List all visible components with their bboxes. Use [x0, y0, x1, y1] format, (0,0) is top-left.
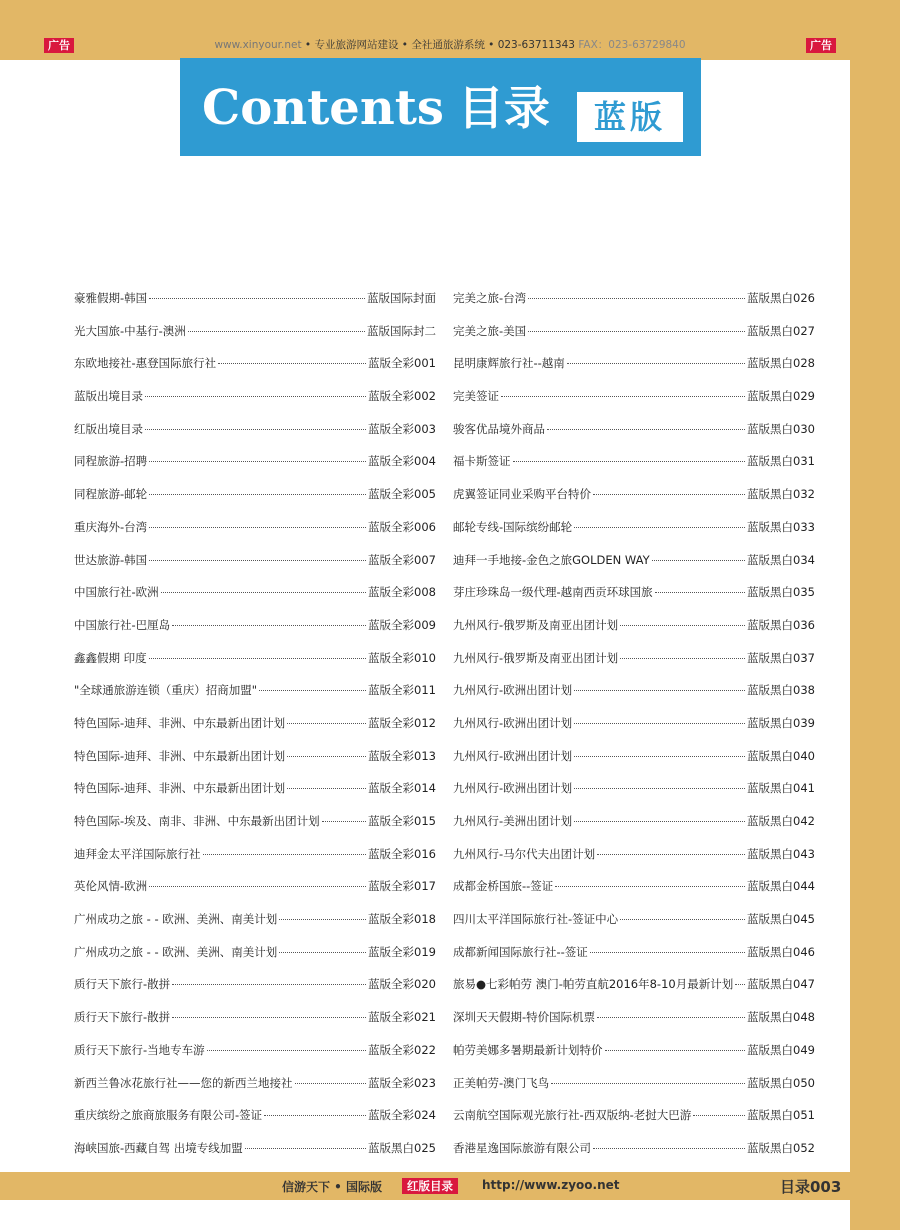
toc-entry-title: 红版出境目录 — [74, 421, 143, 436]
toc-entry[interactable] — [453, 486, 815, 519]
toc-entry[interactable] — [74, 748, 436, 781]
toc-leader-dots — [172, 625, 366, 626]
toc-leader-dots — [567, 363, 745, 364]
toc-entry-title: 香港星逸国际旅游有限公司 — [453, 1140, 591, 1155]
toc-entry-title: 完美签证 — [453, 389, 499, 404]
toc-leader-dots — [149, 658, 366, 659]
toc-entry[interactable] — [453, 1009, 815, 1042]
toc-leader-dots — [149, 461, 366, 462]
toc-leader-dots — [652, 560, 745, 561]
toc-entry-page: 蓝版黑白035 — [747, 585, 815, 600]
toc-leader-dots — [693, 1115, 745, 1116]
toc-entry[interactable] — [453, 813, 815, 846]
toc-entry[interactable] — [453, 355, 815, 388]
toc-entry-title: 同程旅游-招聘 — [74, 454, 148, 469]
toc-entry-title: 同程旅游-邮轮 — [74, 487, 148, 502]
toc-entry-page: 蓝版黑白052 — [747, 1140, 815, 1155]
footer-url[interactable]: http://www.zyoo.net — [482, 1178, 620, 1192]
toc-entry[interactable] — [74, 846, 436, 879]
toc-entry-title: 新西兰鲁冰花旅行社——您的新西兰地接社 — [74, 1075, 293, 1090]
toc-entry-title: "全球通旅游连锁（重庆）招商加盟" — [74, 683, 258, 698]
toc-leader-dots — [597, 1017, 745, 1018]
toc-leader-dots — [287, 723, 366, 724]
toc-entry[interactable] — [74, 323, 436, 356]
toc-leader-dots — [551, 1083, 745, 1084]
toc-entry-title: 特色国际-埃及、南非、非洲、中东最新出团计划 — [74, 814, 320, 828]
toc-leader-dots — [245, 1148, 366, 1149]
toc-entry-title: 九州风行-欧洲出团计划 — [453, 715, 573, 730]
toc-entry-title: 成都新闻国际旅行社--签证 — [453, 944, 588, 959]
title-banner — [180, 58, 701, 156]
toc-leader-dots — [287, 756, 366, 757]
toc-leader-dots — [161, 592, 366, 593]
toc-entry-page: 蓝版黑白034 — [747, 552, 815, 567]
header-info — [150, 38, 750, 53]
toc-entry[interactable] — [74, 486, 436, 519]
toc-entry[interactable] — [74, 1075, 436, 1108]
toc-entry[interactable] — [453, 715, 815, 748]
toc-entry[interactable] — [453, 421, 815, 454]
toc-leader-dots — [590, 952, 745, 953]
toc-leader-dots — [264, 1115, 366, 1116]
toc-entry-page: 蓝版黑白037 — [747, 650, 815, 665]
toc-leader-dots — [574, 690, 745, 691]
toc-entry-title: 海峡国旅-西藏自驾 出境专线加盟 — [74, 1140, 243, 1155]
toc-entry-page: 蓝版全彩024 — [368, 1108, 436, 1123]
toc-leader-dots — [203, 854, 367, 855]
toc-entry-page: 蓝版黑白045 — [747, 912, 815, 927]
toc-entry[interactable] — [74, 944, 436, 977]
toc-entry-page: 蓝版全彩003 — [368, 421, 436, 436]
toc-entry-title: 正美帕劳-澳门飞鸟 — [453, 1075, 550, 1090]
toc-leader-dots — [593, 494, 745, 495]
toc-entry-page: 蓝版全彩013 — [368, 748, 436, 763]
toc-entry-title: 英伦风情-欧洲 — [74, 879, 148, 894]
toc-entry-page: 蓝版黑白050 — [747, 1075, 815, 1090]
toc-entry-page: 蓝版黑白041 — [747, 781, 815, 796]
toc-entry-title: 光大国旅-中基行-澳洲 — [74, 323, 186, 338]
toc-entry-page: 蓝版黑白033 — [747, 519, 815, 534]
toc-leader-dots — [259, 690, 366, 691]
toc-leader-dots — [597, 854, 745, 855]
toc-entry[interactable] — [453, 584, 815, 617]
toc-entry[interactable] — [453, 453, 815, 486]
toc-leader-dots — [620, 658, 745, 659]
toc-entry[interactable] — [74, 388, 436, 421]
toc-entry-title: 迪拜一手地接-金色之旅GOLDEN WAY — [453, 552, 650, 567]
toc-entry-title: 九州风行-俄罗斯及南亚出团计划 — [453, 617, 619, 632]
toc-entry-page: 蓝版黑白048 — [747, 1010, 815, 1025]
footer-badge: 红版目录 — [402, 1178, 458, 1194]
toc-leader-dots — [547, 429, 745, 430]
toc-entry-title: 世达旅游-韩国 — [74, 552, 148, 567]
toc-entry-title: 中国旅行社-欧洲 — [74, 585, 159, 600]
toc-entry-page: 蓝版黑白029 — [747, 389, 815, 404]
toc-entry[interactable] — [74, 617, 436, 650]
toc-entry-title: 九州风行-马尔代夫出团计划 — [453, 846, 596, 861]
toc-entry[interactable] — [74, 682, 436, 715]
footer-brand: 信游天下 • 国际版 — [282, 1180, 383, 1194]
toc-entry-page: 蓝版全彩015 — [368, 814, 436, 828]
toc-leader-dots — [172, 984, 366, 985]
toc-entry[interactable] — [453, 911, 815, 944]
toc-entry-title: 迪拜金太平洋国际旅行社 — [74, 846, 201, 861]
toc-entry-title: 鑫鑫假期 印度 — [74, 650, 147, 665]
toc-entry-page: 蓝版黑白043 — [747, 846, 815, 861]
toc-entry[interactable] — [453, 290, 815, 323]
toc-entry-title: 特色国际-迪拜、非洲、中东最新出团计划 — [74, 781, 286, 796]
toc-entry[interactable] — [74, 584, 436, 617]
toc-entry[interactable] — [453, 748, 815, 781]
toc-entry[interactable] — [453, 878, 815, 911]
toc-entry[interactable] — [453, 1107, 815, 1140]
toc-entry[interactable] — [453, 976, 815, 1009]
toc-entry-title: 九州风行-俄罗斯及南亚出团计划 — [453, 650, 619, 665]
toc-entry[interactable] — [74, 650, 436, 683]
toc-leader-dots — [735, 984, 745, 985]
edition-label: 蓝版 — [577, 92, 683, 142]
page-title — [202, 80, 550, 136]
toc-entry-page: 蓝版黑白027 — [747, 323, 815, 338]
toc-entry[interactable] — [74, 1107, 436, 1140]
toc-entry[interactable] — [74, 715, 436, 748]
toc-entry[interactable] — [74, 911, 436, 944]
toc-leader-dots — [574, 723, 745, 724]
toc-entry[interactable] — [453, 617, 815, 650]
toc-entry[interactable] — [74, 780, 436, 813]
toc-leader-dots — [555, 886, 745, 887]
footer — [0, 1172, 900, 1200]
toc-entry-page: 蓝版全彩005 — [368, 487, 436, 502]
toc-leader-dots — [574, 756, 745, 757]
toc-entry-title: 旅易●七彩帕劳 澳门-帕劳直航2016年8-10月最新计划 — [453, 977, 734, 992]
toc-entry-title: 虎翼签证同业采购平台特价 — [453, 487, 591, 502]
toc-entry-page: 蓝版全彩021 — [368, 1010, 436, 1025]
toc-entry-title: 云南航空国际观光旅行社-西双版纳-老挝大巴游 — [453, 1108, 692, 1123]
toc-entry-title: 质行天下旅行-散拼 — [74, 1010, 171, 1025]
toc-column-left — [74, 290, 436, 1173]
toc-leader-dots — [149, 298, 365, 299]
toc-entry-title: 四川太平洋国际旅行社-签证中心 — [453, 912, 619, 927]
toc-entry[interactable] — [453, 944, 815, 977]
toc-entry[interactable] — [74, 878, 436, 911]
toc-entry[interactable] — [74, 552, 436, 585]
toc-entry-title: 邮轮专线-国际缤纷邮轮 — [453, 519, 573, 534]
toc-entry[interactable] — [453, 552, 815, 585]
toc-leader-dots — [528, 298, 745, 299]
toc-leader-dots — [620, 919, 745, 920]
toc-entry[interactable] — [453, 519, 815, 552]
toc-entry-title: 重庆海外-台湾 — [74, 519, 148, 534]
toc-entry[interactable] — [74, 976, 436, 1009]
toc-entry[interactable] — [453, 1075, 815, 1108]
toc-entry-page: 蓝版黑白039 — [747, 715, 815, 730]
toc-leader-dots — [279, 919, 366, 920]
toc-entry[interactable] — [74, 355, 436, 388]
toc-entry[interactable] — [453, 323, 815, 356]
toc-leader-dots — [207, 1050, 366, 1051]
header-fax: FAX：023-63729840 — [578, 39, 686, 51]
toc-leader-dots — [149, 494, 366, 495]
toc-entry-page: 蓝版黑白025 — [368, 1140, 436, 1155]
toc-entry-page: 蓝版黑白032 — [747, 487, 815, 502]
toc-entry-page: 蓝版全彩002 — [368, 389, 436, 404]
toc-leader-dots — [574, 821, 745, 822]
toc-entry-title: 豪雅假期-韩国 — [74, 291, 148, 305]
toc-leader-dots — [574, 788, 745, 789]
toc-entry-title: 质行天下旅行-散拼 — [74, 977, 171, 992]
toc-entry-title: 深圳天天假期-特价国际机票 — [453, 1010, 596, 1025]
toc-entry-page: 蓝版全彩019 — [368, 944, 436, 959]
toc-entry-page: 蓝版黑白047 — [747, 977, 815, 992]
toc-entry-title: 广州成功之旅 - - 欧洲、美洲、南美计划 — [74, 944, 278, 959]
toc-entry-page: 蓝版全彩012 — [368, 715, 436, 730]
toc-entry-title: 九州风行-欧洲出团计划 — [453, 748, 573, 763]
toc-entry[interactable] — [453, 650, 815, 683]
toc-entry-page: 蓝版全彩006 — [368, 519, 436, 534]
toc-leader-dots — [149, 560, 366, 561]
toc-entry-title: 九州风行-欧洲出团计划 — [453, 781, 573, 796]
toc-entry-page: 蓝版黑白044 — [747, 879, 815, 894]
toc-entry-page: 蓝版全彩011 — [368, 683, 436, 698]
toc-entry-page: 蓝版全彩014 — [368, 781, 436, 796]
toc-entry-title: 成都金桥国旅--签证 — [453, 879, 554, 894]
toc-entry-page: 蓝版全彩020 — [368, 977, 436, 992]
toc-entry[interactable] — [453, 1042, 815, 1075]
toc-entry-page: 蓝版国际封面 — [367, 291, 436, 305]
toc-leader-dots — [295, 1083, 367, 1084]
footer-page-number: 目录003 — [780, 1178, 842, 1196]
toc-entry-page: 蓝版黑白046 — [747, 944, 815, 959]
toc-entry-title: 福卡斯签证 — [453, 454, 511, 469]
ad-badge-left: 广告 — [44, 38, 74, 53]
toc-leader-dots — [218, 363, 366, 364]
toc-entry[interactable] — [74, 1009, 436, 1042]
toc-leader-dots — [605, 1050, 746, 1051]
toc-entry-page: 蓝版全彩001 — [368, 356, 436, 371]
toc-leader-dots — [655, 592, 745, 593]
toc-entry-page: 蓝版国际封二 — [367, 323, 436, 338]
title-en: Contents — [202, 80, 444, 136]
toc-entry-page: 蓝版黑白031 — [747, 454, 815, 469]
toc-entry-page: 蓝版全彩022 — [368, 1042, 436, 1057]
toc-entry-title: 蓝版出境目录 — [74, 389, 143, 404]
toc-entry[interactable] — [453, 388, 815, 421]
toc-leader-dots — [145, 396, 366, 397]
toc-entry-title: 帕劳美娜多暑期最新计划特价 — [453, 1042, 603, 1057]
toc-leader-dots — [188, 331, 365, 332]
toc-leader-dots — [149, 527, 366, 528]
toc-leader-dots — [279, 952, 366, 953]
toc-entry-page: 蓝版黑白038 — [747, 683, 815, 698]
toc-entry-title: 昆明康辉旅行社--越南 — [453, 356, 565, 371]
toc-leader-dots — [322, 821, 366, 822]
toc-entry[interactable] — [74, 813, 436, 846]
toc-entry[interactable] — [74, 290, 436, 323]
toc-leader-dots — [501, 396, 745, 397]
toc-leader-dots — [287, 788, 366, 789]
toc-entry-page: 蓝版全彩017 — [368, 879, 436, 894]
toc-entry-title: 广州成功之旅 - - 欧洲、美洲、南美计划 — [74, 912, 278, 927]
toc-entry-title: 特色国际-迪拜、非洲、中东最新出团计划 — [74, 748, 286, 763]
toc-entry-title: 完美之旅-美国 — [453, 323, 527, 338]
toc-entry[interactable] — [74, 1140, 436, 1173]
toc-entry[interactable] — [453, 682, 815, 715]
toc-entry-page: 蓝版全彩009 — [368, 617, 436, 632]
toc-entry-page: 蓝版黑白028 — [747, 356, 815, 371]
toc-entry-title: 九州风行-美洲出团计划 — [453, 814, 573, 828]
toc-entry[interactable] — [453, 780, 815, 813]
toc-entry[interactable] — [453, 846, 815, 879]
toc-leader-dots — [620, 625, 745, 626]
header-site[interactable]: www.xinyour.net — [214, 39, 302, 51]
toc-entry-title: 东欧地接社-惠登国际旅行社 — [74, 356, 217, 371]
toc-leader-dots — [172, 1017, 366, 1018]
toc-entry-page: 蓝版全彩023 — [368, 1075, 436, 1090]
toc-entry-title: 重庆缤纷之旅商旅服务有限公司-签证 — [74, 1108, 263, 1123]
toc-entry[interactable] — [74, 421, 436, 454]
toc-entry-page: 蓝版黑白040 — [747, 748, 815, 763]
toc-entry-page: 蓝版黑白036 — [747, 617, 815, 632]
toc-entry-page: 蓝版全彩008 — [368, 585, 436, 600]
toc-entry-title: 骏客优品境外商品 — [453, 421, 545, 436]
toc-entry[interactable] — [74, 453, 436, 486]
toc-entry-page: 蓝版黑白026 — [747, 291, 815, 305]
toc-entry-page: 蓝版黑白030 — [747, 421, 815, 436]
toc-leader-dots — [149, 886, 366, 887]
toc-entry-page: 蓝版黑白049 — [747, 1042, 815, 1057]
title-cn: 目录 — [457, 81, 550, 135]
toc-leader-dots — [574, 527, 745, 528]
toc-leader-dots — [145, 429, 366, 430]
toc-entry-title: 芽庄珍珠岛一级代理-越南西贡环球国旅 — [453, 585, 653, 600]
toc-entry-page: 蓝版黑白042 — [747, 814, 815, 828]
toc-entry-page: 蓝版全彩018 — [368, 912, 436, 927]
toc-entry-page: 蓝版全彩007 — [368, 552, 436, 567]
toc-leader-dots — [513, 461, 746, 462]
toc-entry-title: 九州风行-欧洲出团计划 — [453, 683, 573, 698]
toc-entry[interactable] — [453, 1140, 815, 1173]
header-contact: • 专业旅游网站建设 • 全社通旅游系统 • 023-63711343 — [301, 39, 579, 51]
toc-entry-page: 蓝版全彩016 — [368, 846, 436, 861]
toc-entry-page: 蓝版黑白051 — [747, 1108, 815, 1123]
toc-entry-page: 蓝版全彩010 — [368, 650, 436, 665]
toc-leader-dots — [593, 1148, 745, 1149]
toc-entry-title: 质行天下旅行-当地专车游 — [74, 1042, 205, 1057]
toc-column-right — [453, 290, 815, 1173]
toc-entry-page: 蓝版全彩004 — [368, 454, 436, 469]
toc-entry-title: 特色国际-迪拜、非洲、中东最新出团计划 — [74, 715, 286, 730]
toc-entry[interactable] — [74, 1042, 436, 1075]
toc-leader-dots — [528, 331, 745, 332]
ad-badge-right: 广告 — [806, 38, 836, 53]
toc-entry-title: 完美之旅-台湾 — [453, 291, 527, 305]
top-bar — [0, 0, 900, 60]
toc-entry[interactable] — [74, 519, 436, 552]
toc-entry-title: 中国旅行社-巴厘岛 — [74, 617, 171, 632]
